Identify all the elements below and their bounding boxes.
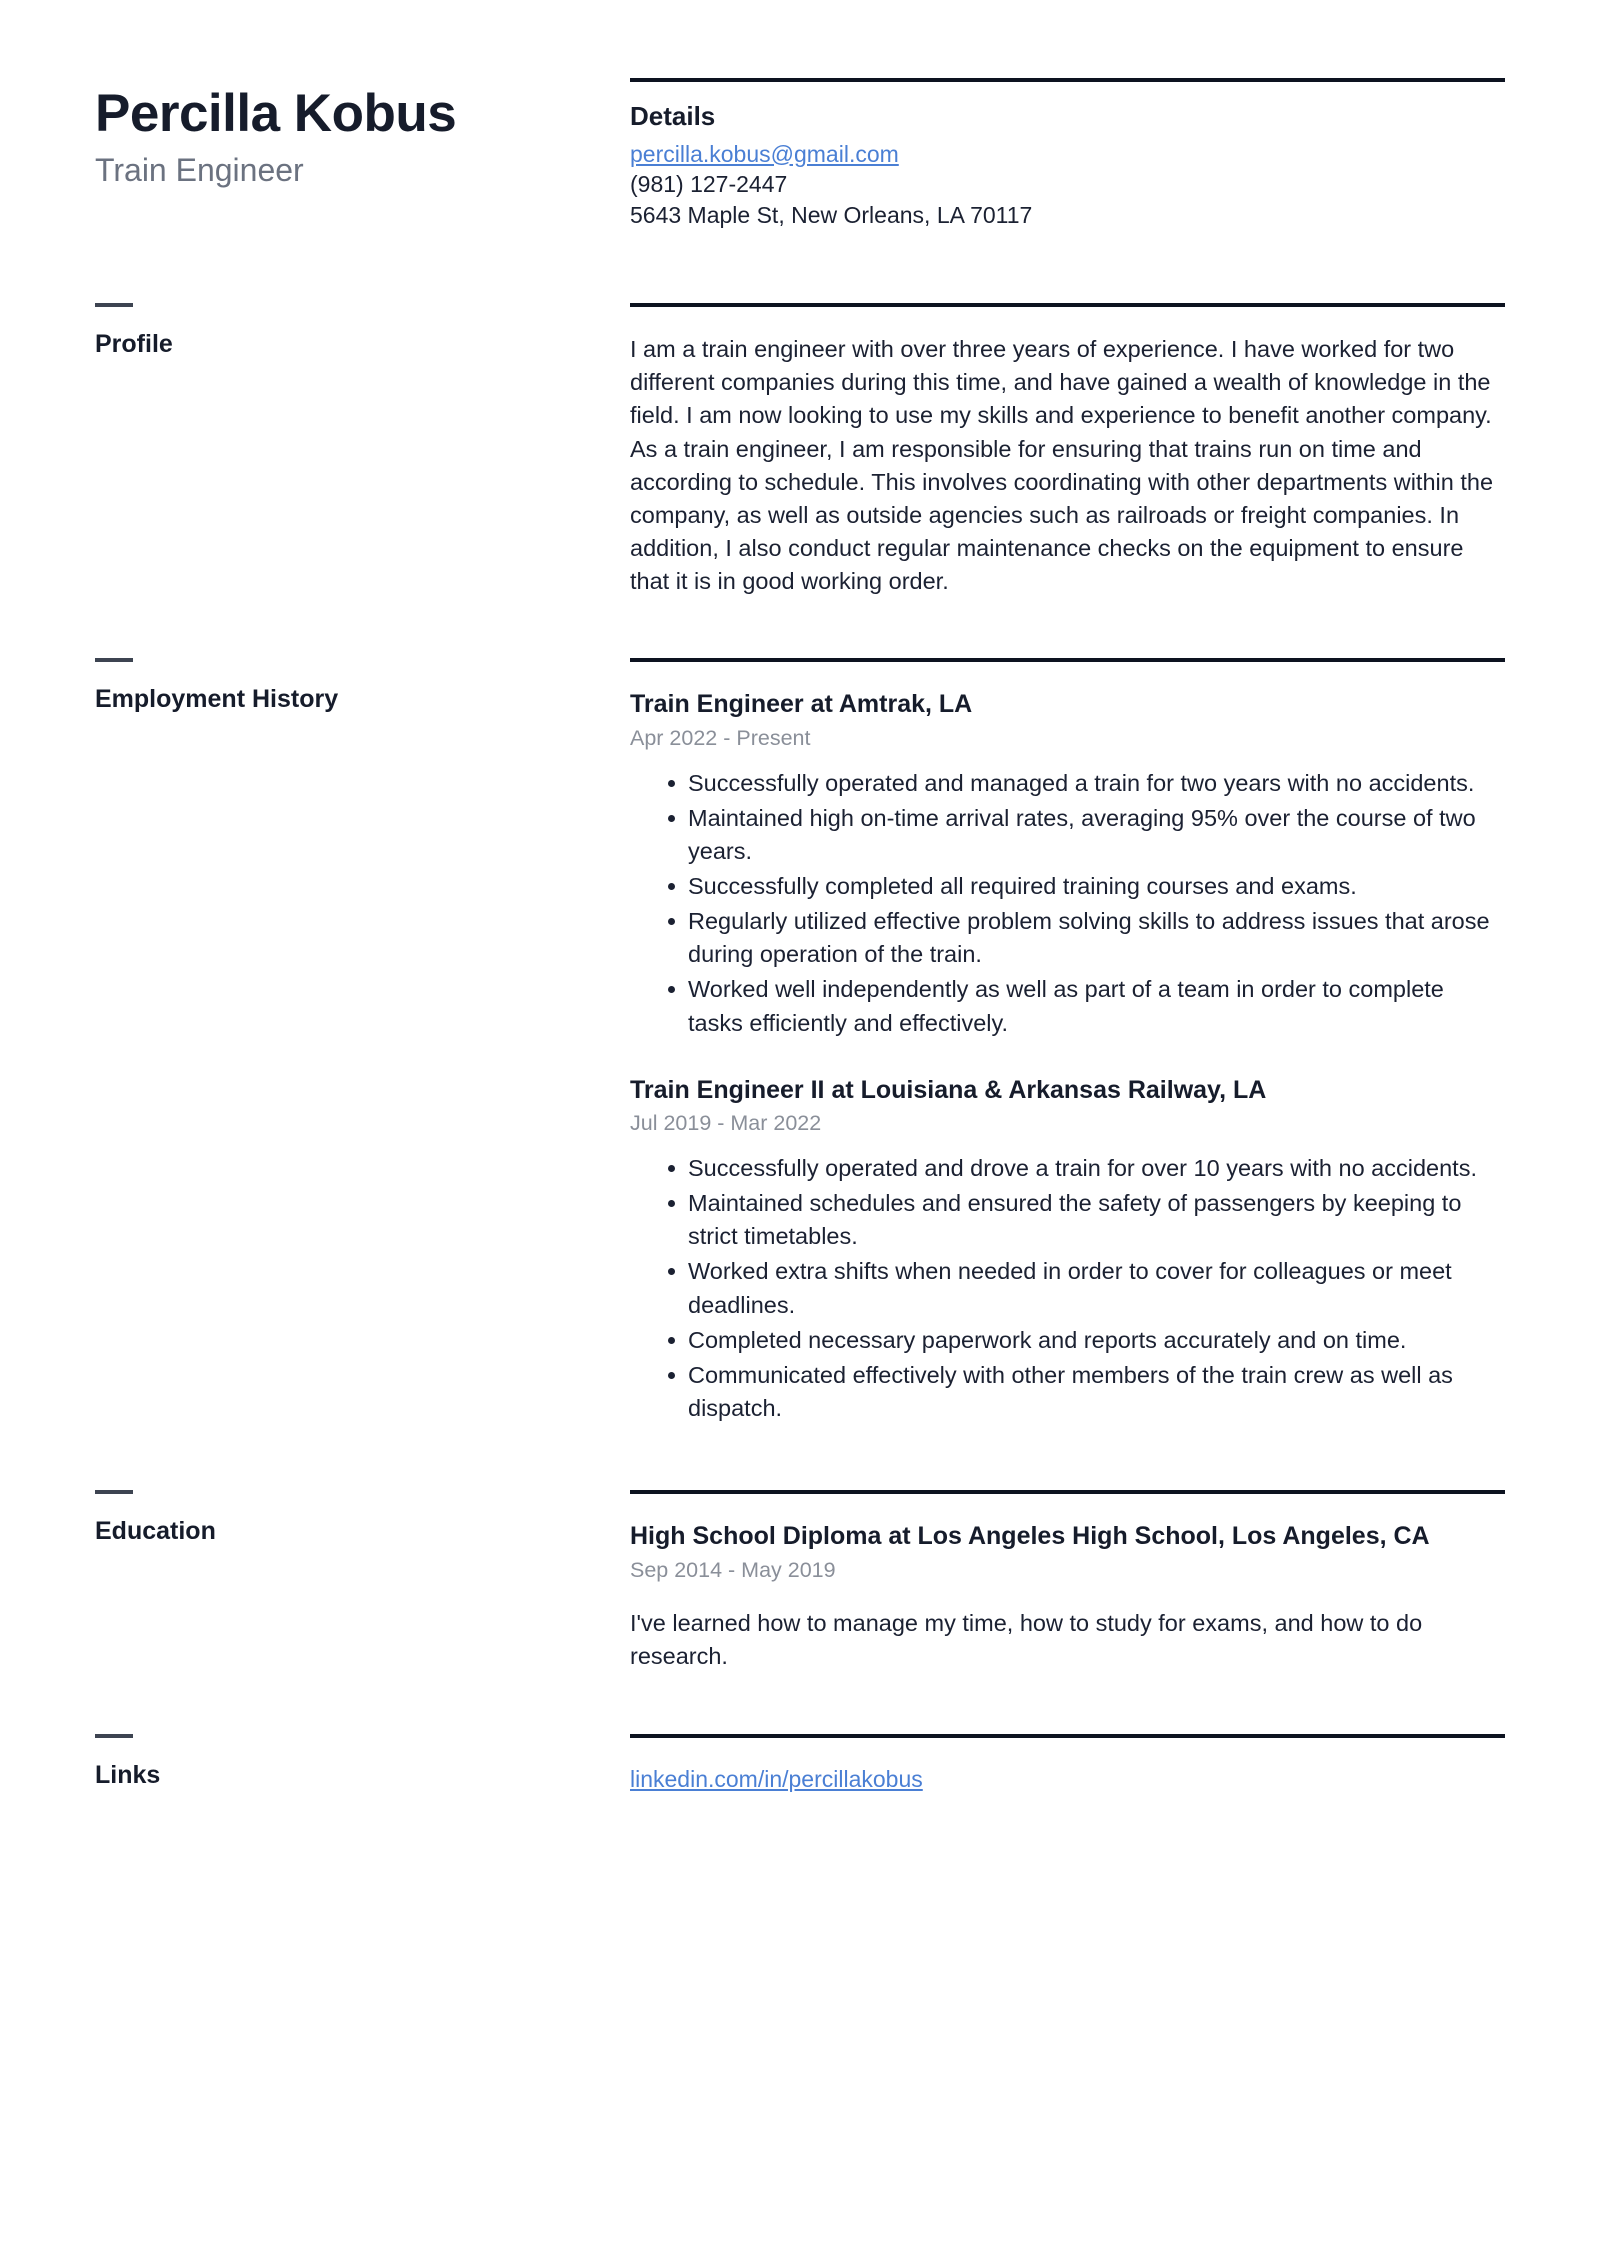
- entry-title: High School Diploma at Los Angeles High School, Los Angeles, CA: [630, 1522, 1430, 1551]
- list-item: Maintained schedules and ensured the safety of passengers by keeping to strict timetables.: [668, 1187, 1505, 1253]
- profile-content: [630, 303, 1505, 598]
- employment-content: [630, 658, 1505, 1427]
- links-section: [95, 1734, 1505, 1795]
- detail-email-row: [630, 139, 1505, 170]
- header-identity: [95, 78, 630, 190]
- section-label-profile: Profile: [95, 330, 173, 359]
- list-item: Worked well independently as well as part of a team in order to complete tasks efficiently and effectively.: [668, 973, 1505, 1039]
- profile-section-label-wrap: [95, 303, 630, 359]
- employment-entry: [630, 688, 1505, 1039]
- details-heading: Details: [630, 101, 716, 131]
- header-job-title: Train Engineer: [95, 152, 304, 189]
- profile-section: [95, 303, 1505, 598]
- entry-bullet-list: [630, 1152, 1505, 1425]
- entry-date: Jul 2019 - Mar 2022: [630, 1111, 822, 1136]
- links-list: [630, 1738, 1505, 1795]
- details-section: [630, 78, 1505, 230]
- links-content: [630, 1734, 1505, 1795]
- list-item: Maintained high on-time arrival rates, averaging 95% over the course of two years.: [668, 802, 1505, 868]
- section-label-employment: Employment History: [95, 685, 339, 714]
- education-section-label-wrap: [95, 1490, 630, 1546]
- linkedin-link[interactable]: linkedin.com/in/percillakobus: [630, 1765, 923, 1792]
- list-item: Completed necessary paperwork and reports accurately and on time.: [668, 1324, 1505, 1357]
- resume-header: [95, 0, 1505, 230]
- education-content: [630, 1490, 1505, 1673]
- detail-address: 5643 Maple St, New Orleans, LA 70117: [630, 201, 1033, 228]
- section-rule-details: [630, 78, 1505, 82]
- list-item: Successfully operated and managed a train for two years with no accidents.: [668, 767, 1505, 800]
- entry-date: Sep 2014 - May 2019: [630, 1557, 836, 1582]
- education-description: I've learned how to manage my time, how to study for exams, and how to do research.: [630, 1609, 1423, 1669]
- list-item: Regularly utilized effective problem solving skills to address issues that arose during operation of the train.: [668, 905, 1505, 971]
- list-item: Successfully completed all required training courses and exams.: [668, 870, 1505, 903]
- entry-date: Apr 2022 - Present: [630, 725, 811, 750]
- entry-title: Train Engineer at Amtrak, LA: [630, 690, 973, 719]
- education-entry: [630, 1494, 1505, 1673]
- entry-title: Train Engineer II at Louisiana & Arkansas Railway, LA: [630, 1075, 1267, 1104]
- section-label-education: Education: [95, 1517, 216, 1546]
- employment-entry: [630, 1074, 1505, 1425]
- profile-body: [630, 307, 1505, 598]
- employment-entry-list: [630, 662, 1505, 1425]
- section-dash-icon: [95, 658, 133, 662]
- profile-paragraph-1: I am a train engineer with over three years of experience. I have worked for two different companies during this time, and have gained a wealth of knowledge in the field. I am now looking to use my skills and experience to benefit another company.: [630, 336, 1492, 429]
- section-dash-icon: [95, 303, 133, 307]
- section-dash-icon: [95, 1490, 133, 1494]
- section-label-links: Links: [95, 1760, 161, 1789]
- section-dash-icon: [95, 1734, 133, 1738]
- entry-bullet-list: [630, 767, 1505, 1040]
- list-item: Worked extra shifts when needed in order to cover for colleagues or meet deadlines.: [668, 1255, 1505, 1321]
- email-link[interactable]: percilla.kobus@gmail.com: [630, 140, 899, 167]
- employment-section: [95, 658, 1505, 1427]
- profile-paragraph-2: As a train engineer, I am responsible for ensuring that trains run on time and according to schedule. This involves coordinating with other departments within the company, as well as outside agencies such as railroads or freight companies. In addition, I also conduct regular maintenance checks on the equipment to ensure that it is in good working order.: [630, 435, 1494, 595]
- list-item: Communicated effectively with other members of the train crew as well as dispatch.: [668, 1359, 1505, 1425]
- links-section-label-wrap: [95, 1734, 630, 1790]
- list-item: Successfully operated and drove a train for over 10 years with no accidents.: [668, 1152, 1505, 1185]
- detail-phone: (981) 127-2447: [630, 171, 788, 198]
- employment-section-label-wrap: [95, 658, 630, 714]
- education-section: [95, 1490, 1505, 1673]
- page-title: Percilla Kobus: [95, 84, 457, 143]
